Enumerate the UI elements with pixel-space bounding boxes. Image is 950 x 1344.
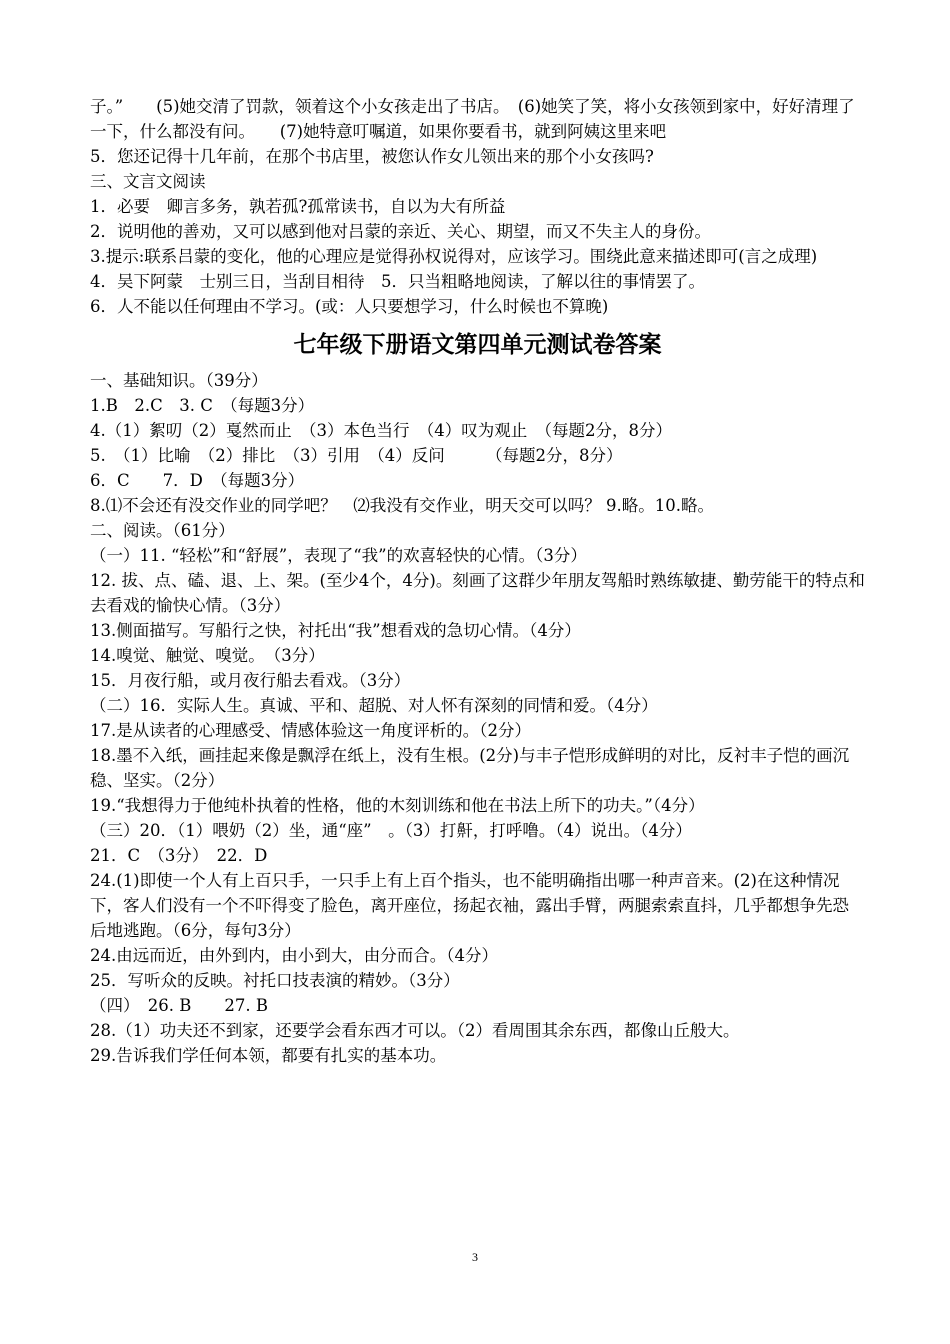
text-line: 28.（1）功夫还不到家，还要学会看东西才可以。（2）看周围其余东西，都像山丘般大。	[90, 1021, 740, 1040]
section-heading: 三、文言文阅读	[90, 172, 206, 191]
text-line: 21．C （3分） 22．D	[90, 846, 268, 865]
text-line: 5. （1）比喻 （2）排比 （3）引用 （4）反问 （每题2分，8分）	[90, 446, 623, 465]
text-line: 17.是从读者的心理感受、情感体验这一角度评析的。（2分）	[90, 721, 531, 740]
text-line: 5．您还记得十几年前，在那个书店里，被您认作女儿领出来的那个小女孩吗?	[90, 147, 654, 166]
text-line: 13.侧面描写。写船行之快，衬托出“我”想看戏的急切心情。（4分）	[90, 621, 581, 640]
text-line: （一）11. “轻松”和“舒展”，表现了“我”的欢喜轻快的心情。（3分）	[90, 546, 587, 565]
unit-four-answers	[90, 368, 865, 1068]
text-line: 19.“我想得力于他纯朴执着的性格，他的木刻训练和他在书法上所下的功夫。”（4分）	[90, 796, 705, 815]
text-line: 24.由远而近，由外到内，由小到大，由分而合。（4分）	[90, 946, 498, 965]
text-line: 子。” (5)她交清了罚款，领着这个小女孩走出了书店。 (6)她笑了笑，将小女孩领到家中，好好清理了一下，什么都没有问。 (7)她特意叮嘱道，如果你要看书，就到阿姨这里来吧	[90, 97, 855, 141]
answer-content	[90, 94, 865, 1068]
text-line: 6．人不能以任何理由不学习。(或：人只要想学习，什么时候也不算晚)	[90, 297, 609, 316]
classical-reading-answers	[90, 94, 865, 319]
text-line: 4．吴下阿蒙 士别三日，当刮目相待 5．只当粗略地阅读，了解以往的事情罢了。	[90, 272, 705, 291]
text-line: 14.嗅觉、触觉、嗅觉。 （3分）	[90, 646, 325, 665]
page-number: 3	[472, 1250, 478, 1264]
text-line: 8.⑴不会还有没交作业的同学吧？ ⑵我没有交作业，明天交可以吗？ 9.略。10.略。	[90, 496, 714, 515]
text-line: 4.（1）絮叨（2）戛然而止 （3）本色当行 （4）叹为观止 （每题2分，8分）	[90, 421, 672, 440]
section-heading: 一、基础知识。（39分）	[90, 371, 268, 390]
text-line: 18.墨不入纸，画挂起来像是飘浮在纸上，没有生根。(2分)与丰子恺形成鲜明的对比，反衬丰子恺的画沉稳、坚实。（2分）	[90, 746, 850, 790]
text-line: 3.提示:联系吕蒙的变化，他的心理应是觉得孙权说得对，应该学习。围绕此意来描述即可(言之成理)	[90, 247, 818, 266]
text-line: （二）16．实际人生。真诚、平和、超脱、对人怀有深刻的同情和爱。（4分）	[90, 696, 658, 715]
text-line: 29.告诉我们学任何本领，都要有扎实的基本功。	[90, 1046, 447, 1065]
text-line: 12. 拔、点、磕、退、上、架。(至少4个，4分)。刻画了这群少年朋友驾船时熟练敏捷、勤劳能干的特点和去看戏的愉快心情。（3分）	[90, 571, 865, 615]
text-line: 24.(1)即使一个人有上百只手，一只手上有上百个指头，也不能明确指出哪一种声音来。(2)在这种情况下，客人们没有一个不吓得变了脸色，离开座位，扬起衣袖，露出手臂，两腿索索直抖，几乎都想争先恐后地逃跑。（6分，每句3分）	[90, 871, 849, 940]
text-line: 25．写听众的反映。衬托口技表演的精妙。（3分）	[90, 971, 460, 990]
text-line: （四） 26. B 27. B	[90, 996, 268, 1015]
text-line: （三）20．（1）喂奶（2）坐，通“座” 。（3）打鼾，打呼噜。（4）说出。（4分）	[90, 821, 692, 840]
text-line: 6．C 7．D （每题3分）	[90, 471, 305, 490]
text-line: 1．必要 卿言多务，孰若孤?孤常读书，自以为大有所益	[90, 197, 506, 216]
text-line: 15．月夜行船，或月夜行船去看戏。（3分）	[90, 671, 411, 690]
text-line: 1.B 2.C 3. C （每题3分）	[90, 396, 315, 415]
section-heading: 二、阅读。（61分）	[90, 521, 235, 540]
page-title: 七年级下册语文第四单元测试卷答案	[293, 332, 662, 358]
text-line: 2．说明他的善劝，又可以感到他对吕蒙的亲近、关心、期望，而又不失主人的身份。	[90, 222, 711, 241]
